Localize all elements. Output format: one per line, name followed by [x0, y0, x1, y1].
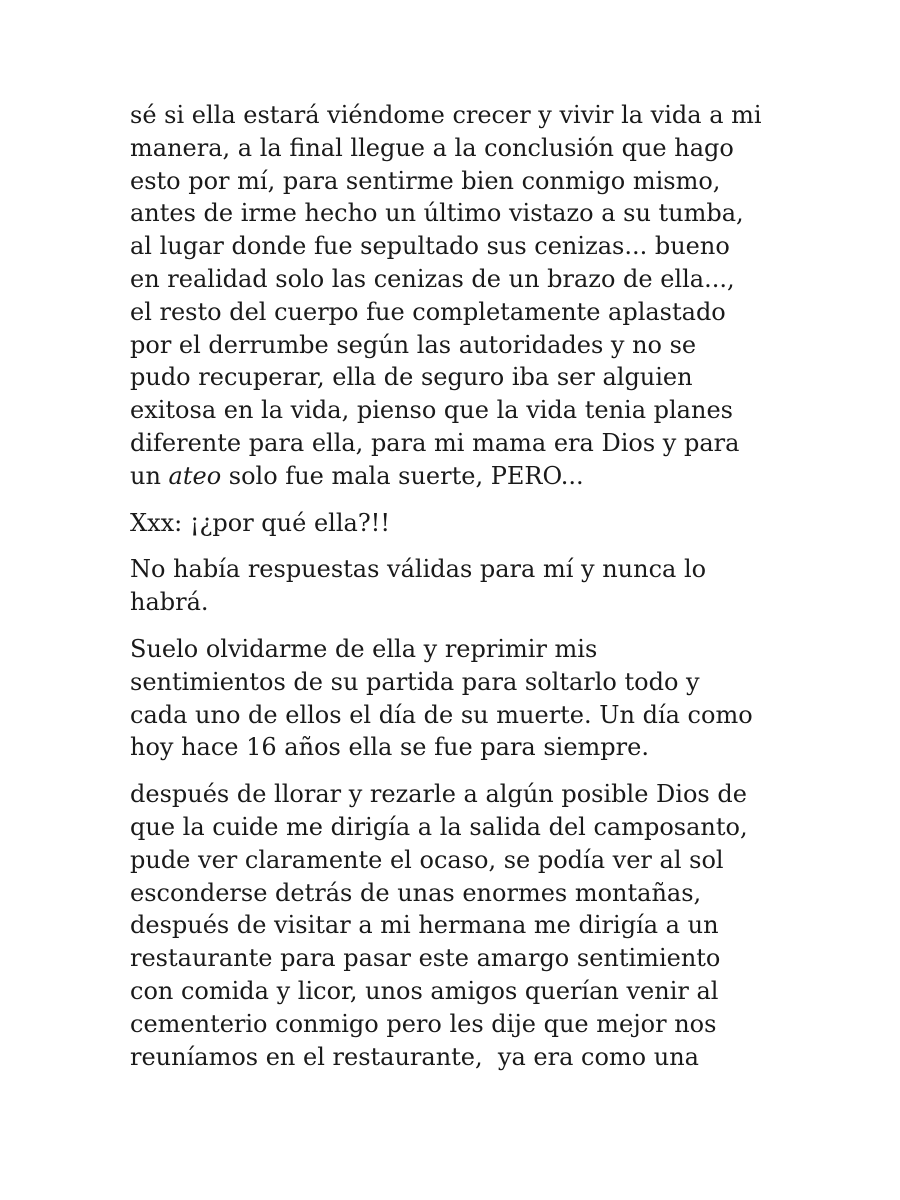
paragraph [130, 778, 810, 1073]
text-line: que la cuide me dirigía a la salida del camposanto, [130, 812, 748, 841]
text-line: antes de irme hecho un último vistazo a su tumba, [130, 199, 744, 228]
paragraph [130, 633, 810, 764]
text-line: diferente para ella, para mi mama era Dios y para [130, 428, 740, 457]
paragraph [130, 99, 810, 493]
text-line: esto por mí, para sentirme bien conmigo mismo, [130, 166, 721, 195]
text-line [130, 460, 810, 493]
text-line: con comida y licor, unos amigos querían venir al [130, 976, 719, 1005]
text-line: pude ver claramente el ocaso, se podía ver al sol [130, 845, 724, 874]
text-line: en realidad solo las cenizas de un brazo de ella..., [130, 264, 735, 293]
dialogue-paragraph [130, 507, 810, 540]
text-line: sé si ella estará viéndome crecer y vivir la vida a mi [130, 101, 762, 129]
text-line: exitosa en la vida, pienso que la vida tenia planes [130, 396, 733, 425]
text-line: cementerio conmigo pero les dije que mejor nos [130, 1009, 717, 1038]
text-line: esconderse detrás de unas enormes montañas, [130, 878, 702, 907]
text-segment: un [130, 461, 169, 490]
italic-word: ateo [168, 461, 222, 490]
text-line: después de llorar y rezarle a algún posible Dios de [130, 780, 747, 809]
text-line: pudo recuperar, ella de seguro iba ser alguien [130, 363, 693, 392]
text-line: sentimientos de su partida para soltarlo todo y [130, 667, 700, 696]
text-line: Xxx: ¡¿por qué ella?!! [130, 508, 390, 537]
text-line: después de visitar a mi hermana me dirigía a un [130, 911, 719, 940]
document-page [130, 99, 810, 1087]
text-line: habrá. [130, 588, 209, 617]
text-segment: solo fue mala suerte, PERO... [221, 461, 584, 490]
text-line: manera, a la final llegue a la conclusión que hago [130, 133, 734, 162]
text-line: cada uno de ellos el día de su muerte. Un día como [130, 700, 753, 729]
text-line: restaurante para pasar este amargo sentimiento [130, 944, 721, 973]
paragraph [130, 553, 810, 619]
text-line: el resto del cuerpo fue completamente aplastado [130, 297, 726, 326]
text-line: al lugar donde fue sepultado sus cenizas... bueno [130, 232, 730, 261]
text-line: reuníamos en el restaurante, ya era como una [130, 1042, 699, 1071]
text-line: No había respuestas válidas para mí y nunca lo [130, 555, 707, 584]
text-line: hoy hace 16 años ella se fue para siempre. [130, 733, 649, 762]
text-line: Suelo olvidarme de ella y reprimir mis [130, 634, 598, 663]
text-line: por el derrumbe según las autoridades y no se [130, 330, 697, 359]
